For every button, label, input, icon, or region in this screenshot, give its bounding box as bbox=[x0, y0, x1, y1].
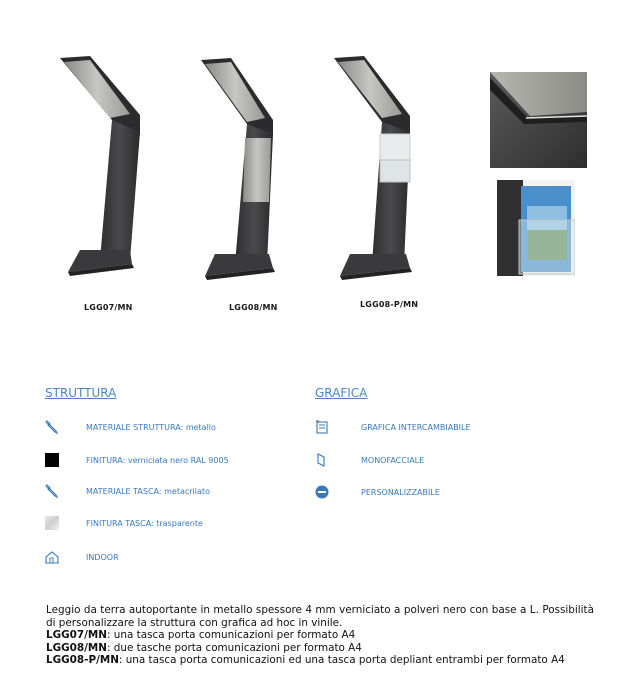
struttura-item: FINITURA: verniciata nero RAL 9005 bbox=[44, 451, 229, 469]
description-line: LGG07/MN: una tasca porta comunicazioni per formato A4 bbox=[46, 629, 356, 641]
description-line: LGG08/MN: due tasche porta comunicazioni per formato A4 bbox=[46, 641, 362, 654]
product-image-lgg07 bbox=[50, 50, 150, 280]
product-code: LGG08/MN bbox=[229, 303, 278, 312]
struttura-item: MATERIALE STRUTTURA: metallo bbox=[44, 418, 216, 436]
wrench-icon bbox=[44, 419, 60, 435]
struttura-item: FINITURA TASCA: trasparente bbox=[44, 514, 203, 532]
interchangeable-graphic-icon bbox=[314, 419, 330, 435]
section-title-struttura: STRUTTURA bbox=[45, 386, 117, 400]
grafica-item: GRAFICA INTERCAMBIABILE bbox=[314, 418, 471, 436]
product-code: LGG07/MN bbox=[84, 303, 133, 312]
product-code: LGG08-P/MN bbox=[360, 300, 419, 309]
description-intro: Leggio da terra autoportante in metallo spessore 4 mm verniciato a polveri nero con base a L. Possibilità di personalizzare la struttura con grafica ad hoc in vinile. bbox=[46, 604, 594, 629]
product-description bbox=[46, 604, 594, 667]
struttura-item: MATERIALE TASCA: metacrilato bbox=[44, 482, 210, 500]
struttura-item: INDOOR bbox=[44, 548, 119, 566]
grafica-item: MONOFACCIALE bbox=[314, 451, 424, 469]
wrench-icon bbox=[44, 483, 60, 499]
transparent-swatch-icon bbox=[44, 515, 60, 531]
product-image-lgg08 bbox=[195, 52, 295, 282]
product-image-lgg08-p bbox=[330, 50, 430, 282]
single-side-icon bbox=[314, 452, 330, 468]
detail-photo-brochure-holder bbox=[497, 180, 575, 276]
grafica-item: PERSONALIZZABILE bbox=[314, 483, 440, 501]
customizable-icon bbox=[314, 484, 330, 500]
black-square-icon bbox=[44, 452, 60, 468]
detail-photo-pocket-edge bbox=[490, 72, 587, 168]
section-title-grafica: GRAFICA bbox=[315, 386, 368, 400]
description-line: LGG08-P/MN: una tasca porta comunicazioni ed una tasca porta depliant entrambi per formato A4 bbox=[46, 654, 565, 666]
house-icon bbox=[44, 549, 60, 565]
